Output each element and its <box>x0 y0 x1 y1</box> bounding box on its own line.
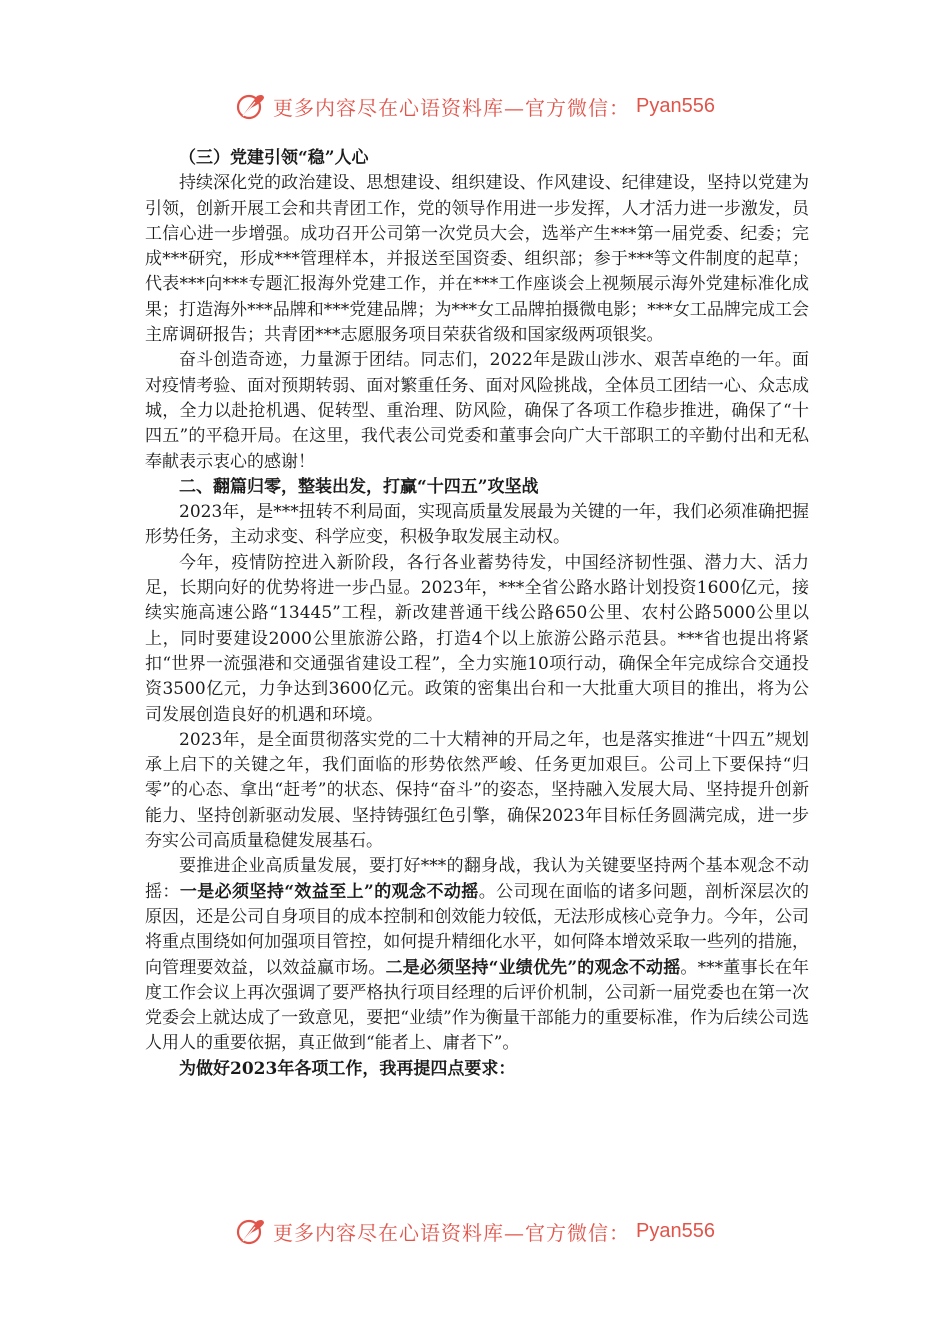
quill-logo-icon <box>235 90 267 122</box>
two-concepts-intro: 要推进企业高质量发展，要打好***的翻身战，我认为关键要坚持两个基本观念不动摇： <box>145 856 809 902</box>
watermark-text: 更多内容尽在心语资料库—官方微信： <box>273 95 631 120</box>
watermark-header <box>0 88 950 124</box>
quill-logo-icon <box>235 1215 267 1247</box>
watermark-id: Pyan556 <box>636 94 715 117</box>
paragraph-20th-congress: 2023年，是全面贯彻落实党的二十大精神的开局之年，也是落实推进“十四五”规划承上启下的关键之年，我们面临的形势依然严峻、任务更加艰巨。公司上下要保持“归零”的心态、拿出“赶考”的状态、保持“奋斗”的姿态，坚持融入发展大局、坚持提升创新能力、坚持创新驱动发展、坚持铸强红色引擎，确保2023年目标任务圆满完成，进一步夯实公司高质量稳健发展基石。 <box>145 729 809 852</box>
concept-one-detail: 。公司现在面临的诸多问题，剖析深层次的原因，还是公司自身项目的成本控制和创效能力较低，无法形成核心竞争力。今年，公司将重点围绕如何加强项目管控，如何提升精细化水平，如何降本增效采取一些列的措施，向管理要效益，以效益赢市场。 <box>145 881 809 978</box>
watermark-text: 更多内容尽在心语资料库—官方微信： <box>273 1220 631 1245</box>
concept-two: 二是必须坚持“业绩优先”的观念不动摇 <box>385 957 681 978</box>
watermark-footer <box>0 1213 950 1249</box>
paragraph-party-building: 持续深化党的政治建设、思想建设、组织建设、作风建设、纪律建设，坚持以党建为引领，创新开展工会和共青团工作，党的领导作用进一步发挥，人才活力进一步激发，员工信心进一步增强。成功召开公司第一次党员大会，选举产生***第一届党委、纪委；完成***研究，形成***管理样本，并报送至国资委、组织部；参于***等文件制度的起草；代表***向***专题汇报海外党建工作，并在***工作座谈会上视频展示海外党建标准化成果；打造海外***品牌和***党建品牌；为***女工品牌拍摄微电影；***女工品牌完成工会主席调研报告；共青团***志愿服务项目荣获省级和国家级两项银奖。 <box>145 173 809 346</box>
four-requirements-intro: 为做好2023年各项工作，我再提四点要求： <box>179 1058 516 1079</box>
paragraph-investment: 今年，疫情防控进入新阶段，各行各业蓄势待发，中国经济韧性强、潜力大、活力足，长期向好的优势将进一步凸显。2023年，***全省公路水路计划投资1600亿元，接续实施高速公路“13445”工程，新改建普通干线公路650公里、农村公路5000公里以上，同时要建设2000公里旅游公路，打造4个以上旅游公路示范县。***省也提出将紧扣“世界一流强港和交通强省建设工程”，全力实施10项行动，确保全年完成综合交通投资3500亿元，力争达到3600亿元。政策的密集出台和一大批重大项目的推出，将为公司发展创造良好的机遇和环境。 <box>145 552 809 725</box>
concept-one: 一是必须坚持“效益至上”的观念不动摇 <box>179 881 479 902</box>
document-body <box>145 146 809 1082</box>
section-heading: （三）党建引领“稳”人心 <box>179 148 369 168</box>
concept-two-detail: 。***董事长在年度工作会议上再次强调了要严格执行项目经理的后评价机制，公司新一届党委也在第一次党委会上就达成了一致意见，要把“业绩”作为衡量干部能力的重要标准，作为后续公司选人用人的重要依据，真正做到“能者上、庸者下”。 <box>145 957 810 1054</box>
chapter-heading: 二、翻篇归零，整装出发，打赢“十四五”攻坚战 <box>179 476 539 497</box>
watermark-id: Pyan556 <box>636 1219 715 1242</box>
paragraph-2023-key-year: 2023年，是***扭转不利局面，实现高质量发展最为关键的一年，我们必须准确把握形势任务，主动求变、科学应变，积极争取发展主动权。 <box>145 502 809 548</box>
paragraph-unity: 奋斗创造奇迹，力量源于团结。同志们，2022年是跋山涉水、艰苦卓绝的一年。面对疫情考验、面对预期转弱、面对繁重任务、面对风险挑战，全体员工团结一心、众志成城，全力以赴抢机遇、促转型、重治理、防风险，确保了各项工作稳步推进，确保了“十四五”的平稳开局。在这里，我代表公司党委和董事会向广大干部职工的辛勤付出和无私奉献表示衷心的感谢！ <box>145 350 809 472</box>
paragraph-two-concepts <box>145 854 809 1056</box>
